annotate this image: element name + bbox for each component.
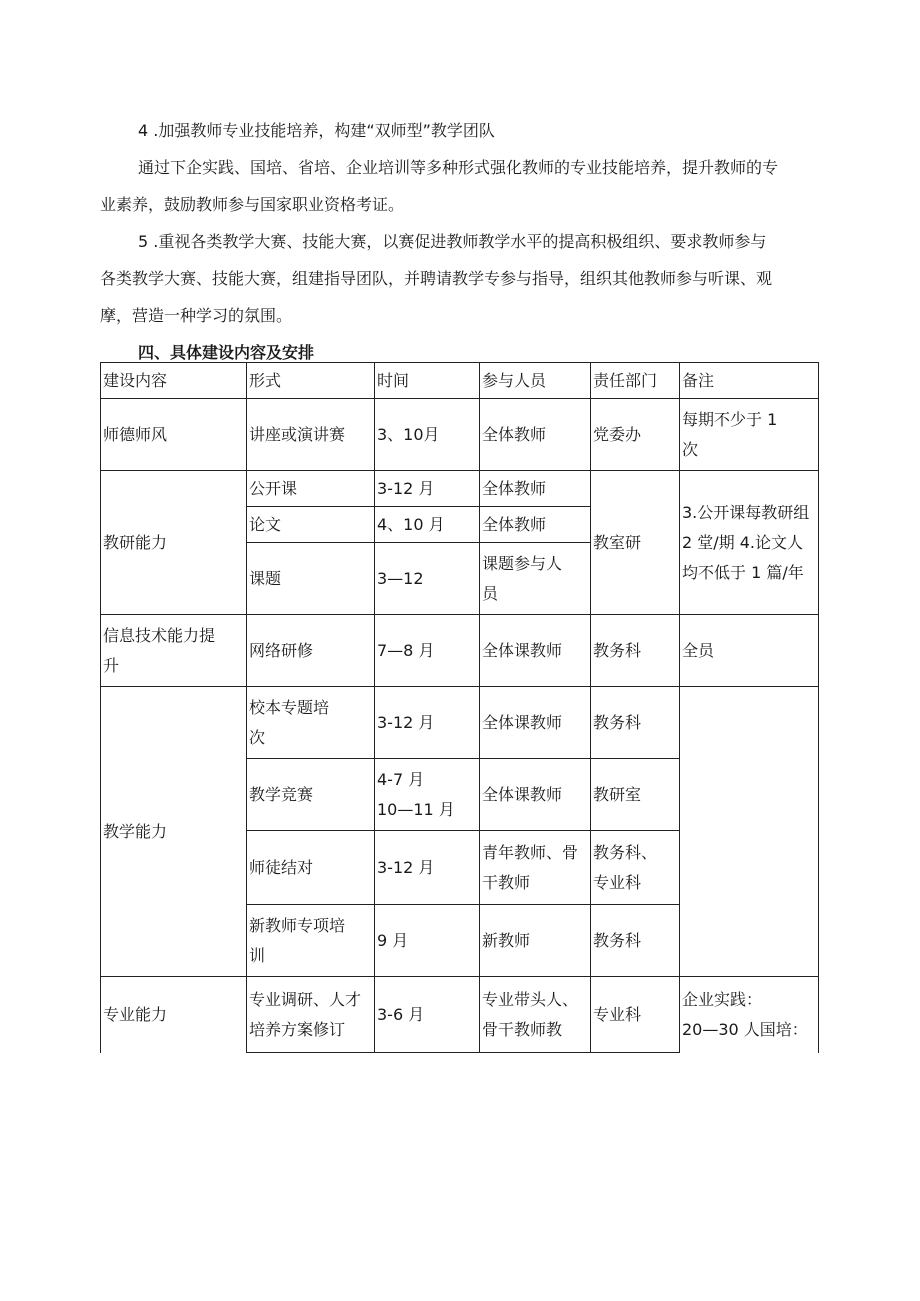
dept-cell [591, 831, 680, 905]
time-line: 4-7 月 [377, 769, 425, 789]
note-line: 2 堂/期 4.论文人 [682, 532, 804, 552]
content-cell: 师德师风 [101, 399, 247, 471]
table-row [101, 471, 819, 507]
note-line: 次 [682, 439, 699, 459]
people-line: 干教师 [482, 872, 531, 892]
dept-cell: 教务科 [591, 905, 680, 977]
people-cell [480, 543, 591, 615]
header-cell: 责任部门 [591, 363, 680, 399]
dept-cell: 专业科 [591, 977, 680, 1053]
form-cell: 公开课 [247, 471, 375, 507]
dept-cell: 教务科 [591, 687, 680, 759]
content-line: 信息技术能力提 [103, 625, 216, 645]
people-cell: 全体教师 [480, 399, 591, 471]
people-line: 课题参与人 [482, 553, 563, 573]
header-cell: 备注 [680, 363, 819, 399]
form-cell [247, 977, 375, 1053]
people-cell [480, 977, 591, 1053]
paragraph-5-line-3: 摩，营造一种学习的氛围。 [100, 306, 293, 325]
paragraph-5-line-2: 各类教学大赛、技能大赛，组建指导团队，并聘请教学专参与指导，组织其他教师参与听课、观 [100, 269, 773, 288]
note-cell: 全员 [680, 615, 819, 687]
time-cell: 3—12 [375, 543, 480, 615]
content-cell: 教研能力 [101, 471, 247, 615]
paragraph-5-line-1: 5 .重视各类教学大赛、技能大赛，以赛促进教师教学水平的提高积极组织、要求教师参与 [138, 232, 767, 251]
people-cell: 全体课教师 [480, 615, 591, 687]
paragraph-4-line-2: 业素养，鼓励教师参与国家职业资格考证。 [100, 195, 405, 214]
people-cell: 全体课教师 [480, 687, 591, 759]
time-cell [375, 759, 480, 831]
form-cell: 师徒结对 [247, 831, 375, 905]
note-line: 企业实践： [682, 989, 763, 1009]
form-line: 训 [249, 945, 266, 965]
people-line: 骨干教师教 [482, 1019, 563, 1039]
content-cell: 专业能力 [101, 977, 247, 1053]
people-line: 员 [482, 583, 499, 603]
people-cell [480, 831, 591, 905]
note-cell [680, 977, 819, 1053]
dept-line: 专业科 [593, 872, 642, 892]
form-cell: 论文 [247, 507, 375, 543]
table-row [101, 399, 819, 471]
table-row [101, 687, 819, 759]
header-cell: 参与人员 [480, 363, 591, 399]
note-cell [680, 471, 819, 615]
time-cell: 3-12 月 [375, 687, 480, 759]
construction-plan-table [100, 362, 819, 1053]
form-line: 校本专题培 [249, 697, 330, 717]
form-line: 专业调研、人才 [249, 989, 362, 1009]
time-cell: 3-6 月 [375, 977, 480, 1053]
time-cell: 3-12 月 [375, 831, 480, 905]
header-cell: 形式 [247, 363, 375, 399]
dept-cell: 教研室 [591, 759, 680, 831]
dept-cell: 教务科 [591, 615, 680, 687]
note-line: 均不低于 1 篇/年 [682, 562, 804, 582]
table-row [101, 977, 819, 1053]
form-cell [247, 905, 375, 977]
note-cell [680, 687, 819, 977]
note-line: 20—30 人国培： [682, 1019, 808, 1039]
dept-line: 教务科、 [593, 842, 658, 862]
paragraph-4-title: 4 .加强教师专业技能培养，构建“双师型”教学团队 [138, 121, 495, 140]
people-line: 专业带头人、 [482, 989, 579, 1009]
table-row [101, 615, 819, 687]
people-cell: 全体课教师 [480, 759, 591, 831]
note-cell [680, 399, 819, 471]
content-cell [101, 615, 247, 687]
table-header-row [101, 363, 819, 399]
form-cell: 网络研修 [247, 615, 375, 687]
form-line: 次 [249, 727, 266, 747]
form-cell [247, 687, 375, 759]
people-cell: 新教师 [480, 905, 591, 977]
header-cell: 时间 [375, 363, 480, 399]
people-cell: 全体教师 [480, 507, 591, 543]
time-cell: 9 月 [375, 905, 480, 977]
time-cell: 3、10月 [375, 399, 480, 471]
time-cell: 4、10 月 [375, 507, 480, 543]
content-cell: 教学能力 [101, 687, 247, 977]
form-cell: 教学竞赛 [247, 759, 375, 831]
form-cell: 课题 [247, 543, 375, 615]
section-heading: 四、具体建设内容及安排 [138, 343, 315, 362]
dept-cell: 教室研 [591, 471, 680, 615]
note-line: 每期不少于 1 [682, 409, 778, 429]
time-line: 10—11 月 [377, 799, 455, 819]
note-line: 3.公开课每教研组 [682, 502, 810, 522]
form-line: 新教师专项培 [249, 915, 346, 935]
dept-cell: 党委办 [591, 399, 680, 471]
time-cell: 7—8 月 [375, 615, 480, 687]
content-line: 升 [103, 655, 120, 675]
time-cell: 3-12 月 [375, 471, 480, 507]
header-cell: 建设内容 [101, 363, 247, 399]
people-cell: 全体教师 [480, 471, 591, 507]
form-line: 培养方案修订 [249, 1019, 346, 1039]
form-cell: 讲座或演讲赛 [247, 399, 375, 471]
paragraph-4-line-1: 通过下企实践、国培、省培、企业培训等多种形式强化教师的专业技能培养，提升教师的专 [138, 158, 779, 177]
people-line: 青年教师、骨 [482, 842, 579, 862]
